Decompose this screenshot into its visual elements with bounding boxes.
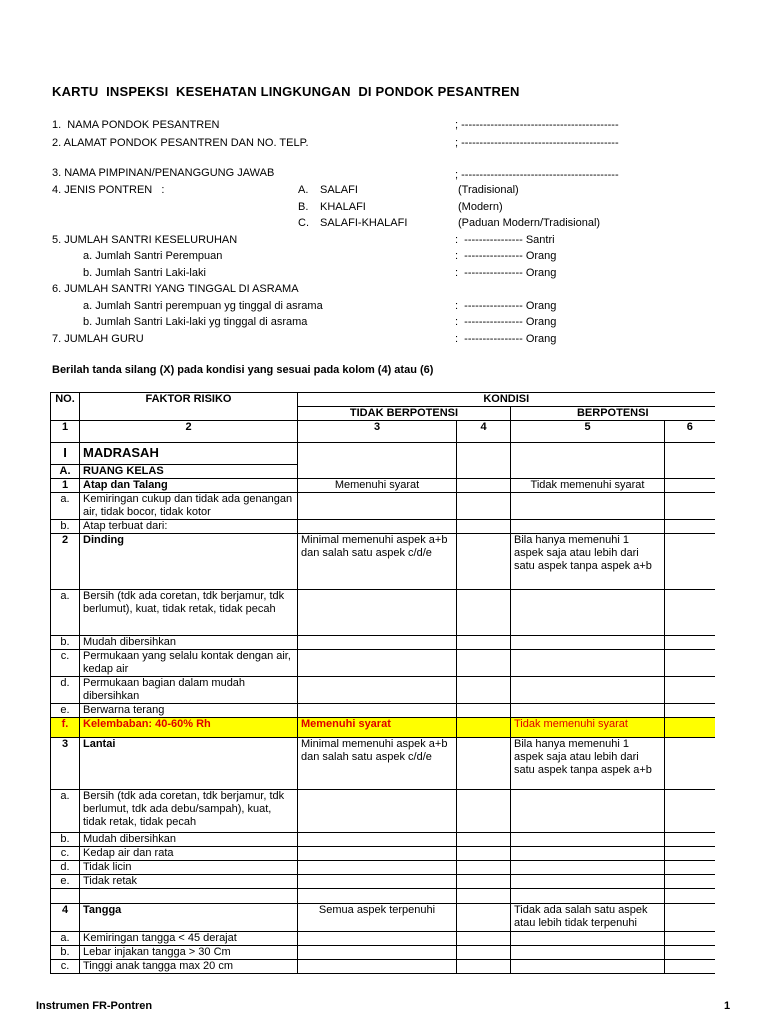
row-text: Dinding: [80, 534, 298, 590]
row-no: b.: [51, 520, 80, 534]
table-row: [51, 960, 715, 974]
option-b-name: KHALAFI: [320, 201, 366, 213]
table-row: [51, 738, 715, 790]
field-7-value: : ---------------- Orang: [455, 333, 557, 345]
column-number-row: [51, 421, 715, 443]
header-no: NO.: [51, 393, 80, 421]
table-row: [51, 847, 715, 861]
colnum-4: 4: [457, 421, 511, 443]
row-text: Bersih (tdk ada coretan, tdk berjamur, tdk berlumut, tdk ada debu/sampah), kuat, tidak retak, tidak pecah: [80, 790, 298, 833]
row-text: Kelembaban: 40-60% Rh: [80, 718, 298, 738]
header-tidak-berpotensi: TIDAK BERPOTENSI: [298, 407, 511, 421]
row-text: Atap terbuat dari:: [80, 520, 298, 534]
row-text: Lebar injakan tangga > 30 Cm: [80, 946, 298, 960]
field-1-value: ; -------------------------------------------: [455, 119, 619, 131]
table-row: [51, 636, 715, 650]
condition-not-potential: Memenuhi syarat: [298, 718, 457, 738]
row-text: Mudah dibersihkan: [80, 833, 298, 847]
condition-potential: Bila hanya memenuhi 1 aspek saja atau lebih dari satu aspek tanpa aspek a+b: [511, 534, 665, 590]
row-no: e.: [51, 875, 80, 889]
field-6b-label: b. Jumlah Santri Laki-laki yg tinggal di asrama: [83, 316, 308, 328]
field-5b-value: : ---------------- Orang: [455, 267, 557, 279]
field-4-label: 4. JENIS PONTREN :: [52, 184, 165, 196]
row-text: Tinggi anak tangga max 20 cm: [80, 960, 298, 974]
option-b-desc: (Modern): [458, 201, 503, 213]
row-no: b.: [51, 636, 80, 650]
row-no: a.: [51, 590, 80, 636]
form-title: KARTU INSPEKSI KESEHATAN LINGKUNGAN DI PONDOK PESANTREN: [52, 84, 520, 99]
table-row: [51, 932, 715, 946]
footer-page-number: 1: [724, 1000, 731, 1012]
condition-not-potential: Memenuhi syarat: [298, 479, 457, 493]
condition-potential: Bila hanya memenuhi 1 aspek saja atau lebih dari satu aspek tanpa aspek a+b: [511, 738, 665, 790]
condition-potential: Tidak memenuhi syarat: [511, 718, 665, 738]
table-row: [51, 904, 715, 932]
condition-potential: Tidak ada salah satu aspek atau lebih tidak terpenuhi: [511, 904, 665, 932]
row-text: Permukaan bagian dalam mudah dibersihkan: [80, 677, 298, 704]
field-6b-value: : ---------------- Orang: [455, 316, 557, 328]
row-no: a.: [51, 932, 80, 946]
field-1-label: 1. NAMA PONDOK PESANTREN: [52, 119, 220, 131]
colnum-6: 6: [665, 421, 715, 443]
table-row: [51, 479, 715, 493]
row-no: e.: [51, 704, 80, 718]
row-text: Bersih (tdk ada coretan, tdk berjamur, tdk berlumut), kuat, tidak retak, tidak pecah: [80, 590, 298, 636]
row-no: c.: [51, 960, 80, 974]
table-row-highlighted: [51, 718, 715, 738]
row-no: c.: [51, 847, 80, 861]
condition-potential: Tidak memenuhi syarat: [511, 479, 665, 493]
condition-not-potential: Minimal memenuhi aspek a+b dan salah satu aspek c/d/e: [298, 534, 457, 590]
row-no: b.: [51, 946, 80, 960]
row-text: Berwarna terang: [80, 704, 298, 718]
row-text: Kemiringan cukup dan tidak ada genangan air, tidak bocor, tidak kotor: [80, 493, 298, 520]
row-no: f.: [51, 718, 80, 738]
row-text: Kemiringan tangga < 45 derajat: [80, 932, 298, 946]
colnum-1: 1: [51, 421, 80, 443]
row-text: Tangga: [80, 904, 298, 932]
table-row: [51, 875, 715, 889]
option-a-name: SALAFI: [320, 184, 358, 196]
condition-not-potential: Semua aspek terpenuhi: [298, 904, 457, 932]
condition-not-potential: Minimal memenuhi aspek a+b dan salah satu aspek c/d/e: [298, 738, 457, 790]
field-2-label: 2. ALAMAT PONDOK PESANTREN DAN NO. TELP.: [52, 137, 309, 149]
row-text: Tidak retak: [80, 875, 298, 889]
field-6a-label: a. Jumlah Santri perempuan yg tinggal di asrama: [83, 300, 323, 312]
section-row: [51, 443, 715, 465]
row-no: b.: [51, 833, 80, 847]
field-5-label: 5. JUMLAH SANTRI KESELURUHAN: [52, 234, 238, 246]
row-text: Mudah dibersihkan: [80, 636, 298, 650]
field-2-value: ; -------------------------------------------: [455, 137, 619, 149]
footer-document-name: Instrumen FR-Pontren: [36, 1000, 153, 1012]
option-a-desc: (Tradisional): [458, 184, 519, 196]
row-no: a.: [51, 790, 80, 833]
row-no: d.: [51, 861, 80, 875]
instruction-text: Berilah tanda silang (X) pada kondisi yang sesuai pada kolom (4) atau (6): [52, 364, 434, 376]
table-row: [51, 534, 715, 590]
table-row: [51, 946, 715, 960]
subsection-no: A.: [51, 465, 80, 479]
spacer-row: [51, 889, 715, 904]
row-no: a.: [51, 493, 80, 520]
table-row: [51, 790, 715, 833]
row-text: Permukaan yang selalu kontak dengan air, kedap air: [80, 650, 298, 677]
row-text: Tidak licin: [80, 861, 298, 875]
table-row: [51, 590, 715, 636]
section-no: I: [51, 443, 80, 465]
field-5a-label: a. Jumlah Santri Perempuan: [83, 250, 223, 262]
row-text: Kedap air dan rata: [80, 847, 298, 861]
row-text: Atap dan Talang: [80, 479, 298, 493]
row-no: 3: [51, 738, 80, 790]
field-5-value: : ---------------- Santri: [455, 234, 555, 246]
colnum-2: 2: [80, 421, 298, 443]
row-no: d.: [51, 677, 80, 704]
subsection-title: RUANG KELAS: [80, 465, 298, 479]
row-no: c.: [51, 650, 80, 677]
row-no: 1: [51, 479, 80, 493]
option-c-name: SALAFI-KHALAFI: [320, 217, 408, 229]
table-row: [51, 677, 715, 704]
option-b-letter: B.: [298, 201, 309, 213]
option-c-desc: (Paduan Modern/Tradisional): [458, 217, 601, 229]
field-6-label: 6. JUMLAH SANTRI YANG TINGGAL DI ASRAMA: [52, 283, 299, 295]
field-6a-value: : ---------------- Orang: [455, 300, 557, 312]
inspection-table: [50, 392, 715, 974]
section-title: MADRASAH: [80, 443, 298, 465]
colnum-5: 5: [511, 421, 665, 443]
table-row: [51, 650, 715, 677]
table-row: [51, 493, 715, 520]
option-a-letter: A.: [298, 184, 309, 196]
colnum-3: 3: [298, 421, 457, 443]
table-row: [51, 833, 715, 847]
field-7-label: 7. JUMLAH GURU: [52, 333, 144, 345]
header-berpotensi: BERPOTENSI: [511, 407, 715, 421]
header-kondisi: KONDISI: [298, 393, 715, 407]
table-row: [51, 861, 715, 875]
row-no: 4: [51, 904, 80, 932]
header-faktor-risiko: FAKTOR RISIKO: [80, 393, 298, 421]
table-header-row: [51, 393, 715, 407]
option-c-letter: C.: [298, 217, 309, 229]
field-5a-value: : ---------------- Orang: [455, 250, 557, 262]
field-3-label: 3. NAMA PIMPINAN/PENANGGUNG JAWAB: [52, 167, 275, 179]
field-5b-label: b. Jumlah Santri Laki-laki: [83, 267, 206, 279]
row-no: 2: [51, 534, 80, 590]
row-text: Lantai: [80, 738, 298, 790]
field-3-value: ; -------------------------------------------: [455, 169, 619, 181]
table-row: [51, 520, 715, 534]
table-row: [51, 704, 715, 718]
